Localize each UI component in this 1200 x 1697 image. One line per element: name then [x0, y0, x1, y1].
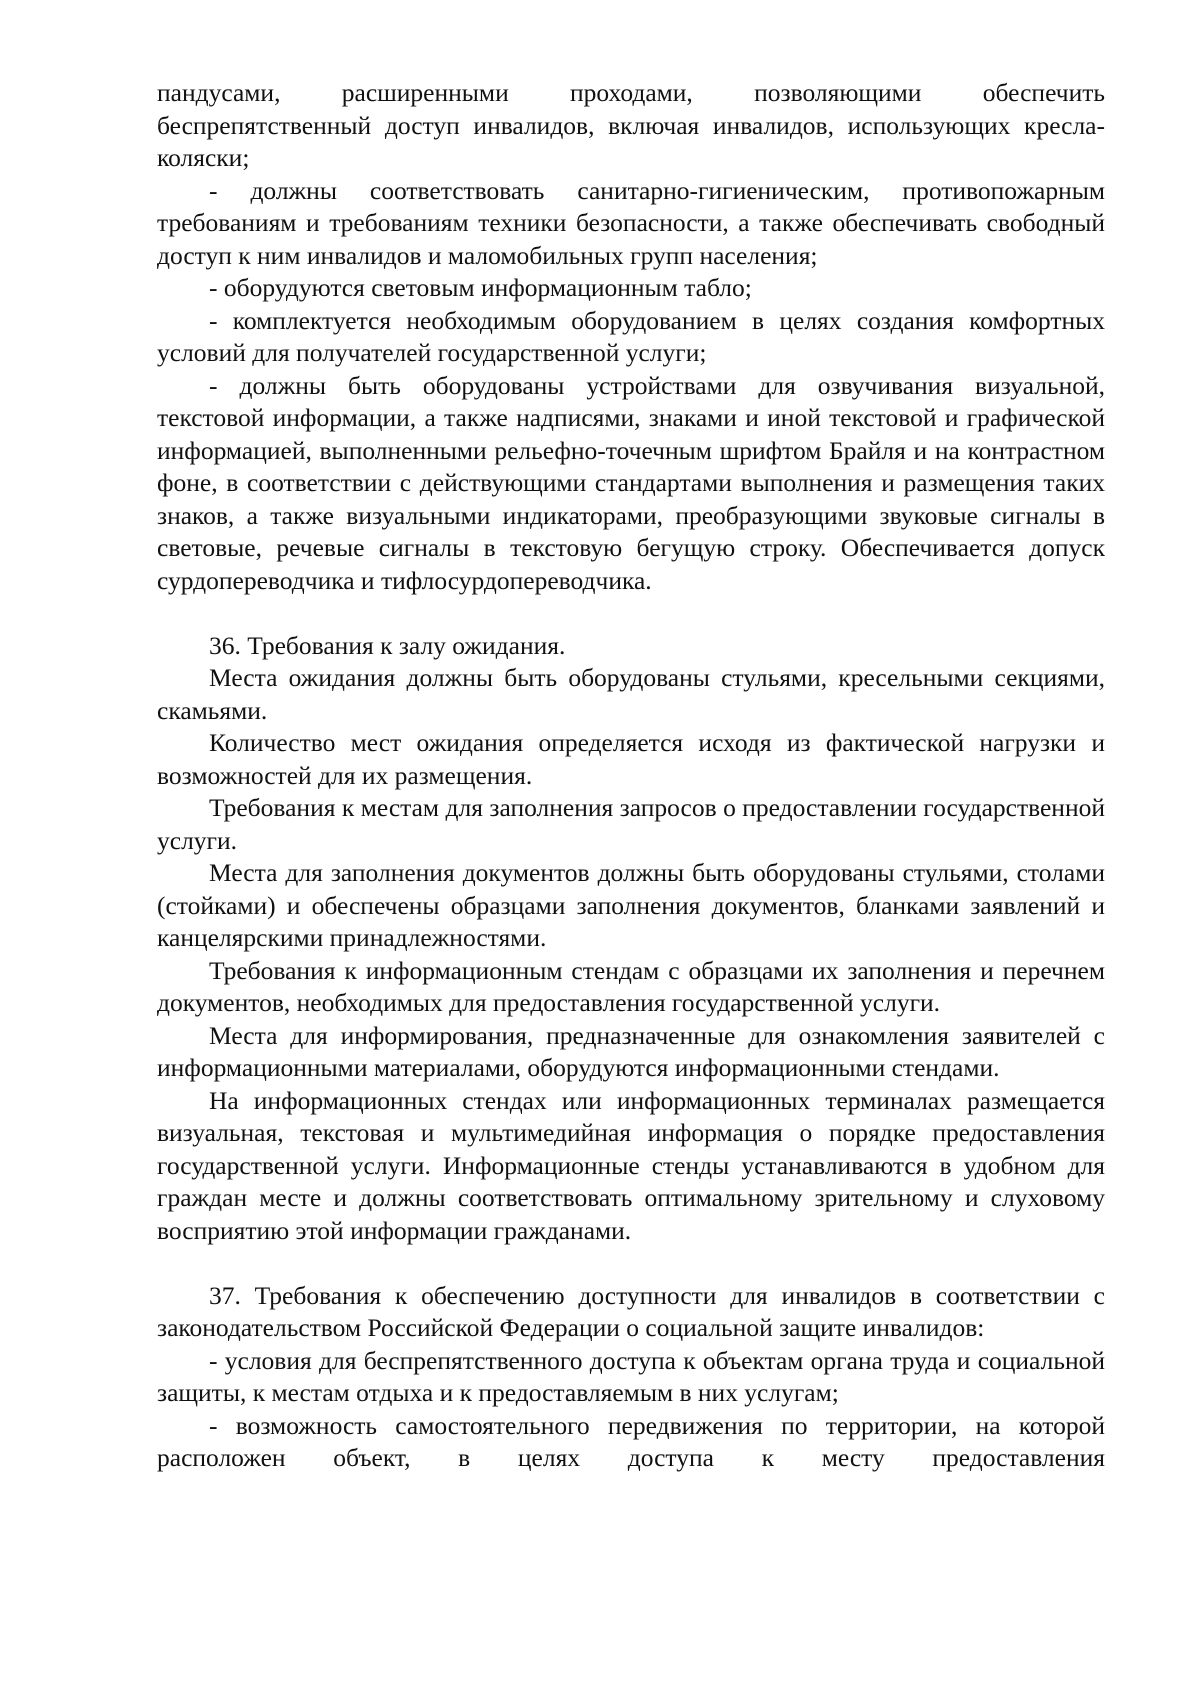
paragraph-document-places: Места для заполнения документов должны быть оборудованы стульями, столами (стойками) и обеспечены образцами заполнения документов, бланками заявлений и канцелярскими принадлежностями. — [157, 858, 1105, 952]
paragraph-stands-requirements: Требования к информационным стендам с образцами их заполнения и перечнем документов, необходимых для предоставления государственной услуги. — [157, 955, 1105, 1017]
paragraph-info-board: - оборудуются световым информационным табло; — [209, 273, 752, 302]
paragraph-equipment: - комплектуется необходимым оборудованием в целях создания комфортных условий для получателей государственной услуги; — [157, 305, 1105, 367]
section-gap — [157, 597, 1105, 630]
paragraph-info-places: Места для информирования, предназначенные для ознакомления заявителей с информационными материалами, оборудуются информационными стендами. — [157, 1020, 1105, 1082]
section-36-heading: 36. Требования к залу ожидания. — [209, 630, 566, 660]
section-gap — [157, 1247, 1105, 1280]
paragraph-stands-content: На информационных стендах или информационных терминалах размещается визуальная, текстовая и мультимедийная информация о порядке предоставления государственной услуги. Информационные стенды устанавливаются в удобном для граждан месте и должны соответствовать оптимальному зрительному и слуховому восприятию этой информации гражданами. — [157, 1085, 1105, 1245]
paragraph-ramps-continuation: пандусами, расширенными проходами, позволяющими обеспечить беспрепятственный доступ инвалидов, включая инвалидов, использующих кресла-коляски; — [157, 78, 1105, 172]
paragraph-sanitary-requirements: - должны соответствовать санитарно-гигиеническим, противопожарным требованиям и требованиям техники безопасности, а также обеспечивать свободный доступ к ним инвалидов и маломобильных групп населения; — [157, 175, 1105, 270]
paragraph-request-places-heading: Требования к местам для заполнения запросов о предоставлении государственной услуги. — [157, 793, 1105, 855]
section-37-heading: 37. Требования к обеспечению доступности для инвалидов в соответствии с законодательством Российской Федерации о социальной защите инвалидов: — [157, 1280, 1105, 1342]
paragraph-access-conditions: - условия для беспрепятственного доступа к объектам органа труда и социальной защиты, к местам отдыха и к предоставляемым в них услугам; — [157, 1345, 1105, 1407]
paragraph-independent-movement: - возможность самостоятельного передвижения по территории, на которой расположен объект, в целях доступа к месту предоставления — [157, 1410, 1105, 1472]
paragraph-waiting-count: Количество мест ожидания определяется исходя из фактической нагрузки и возможностей для их размещения. — [157, 728, 1105, 790]
paragraph-braille-devices: - должны быть оборудованы устройствами для озвучивания визуальной, текстовой информации, а также надписями, знаками и иной текстовой и графической информацией, выполненными рельефно-точечным шрифтом Брайля и на контрастном фоне, в соответствии с действующими стандартами выполнения и размещения таких знаков, а также визуальными индикаторами, преобразующими звуковые сигналы в световые, речевые сигналы в текстовую бегущую строку. Обеспечивается допуск сурдопереводчика и тифлосурдопереводчика. — [157, 370, 1105, 595]
paragraph-waiting-seats: Места ожидания должны быть оборудованы стульями, кресельными секциями, скамьями. — [157, 663, 1105, 725]
